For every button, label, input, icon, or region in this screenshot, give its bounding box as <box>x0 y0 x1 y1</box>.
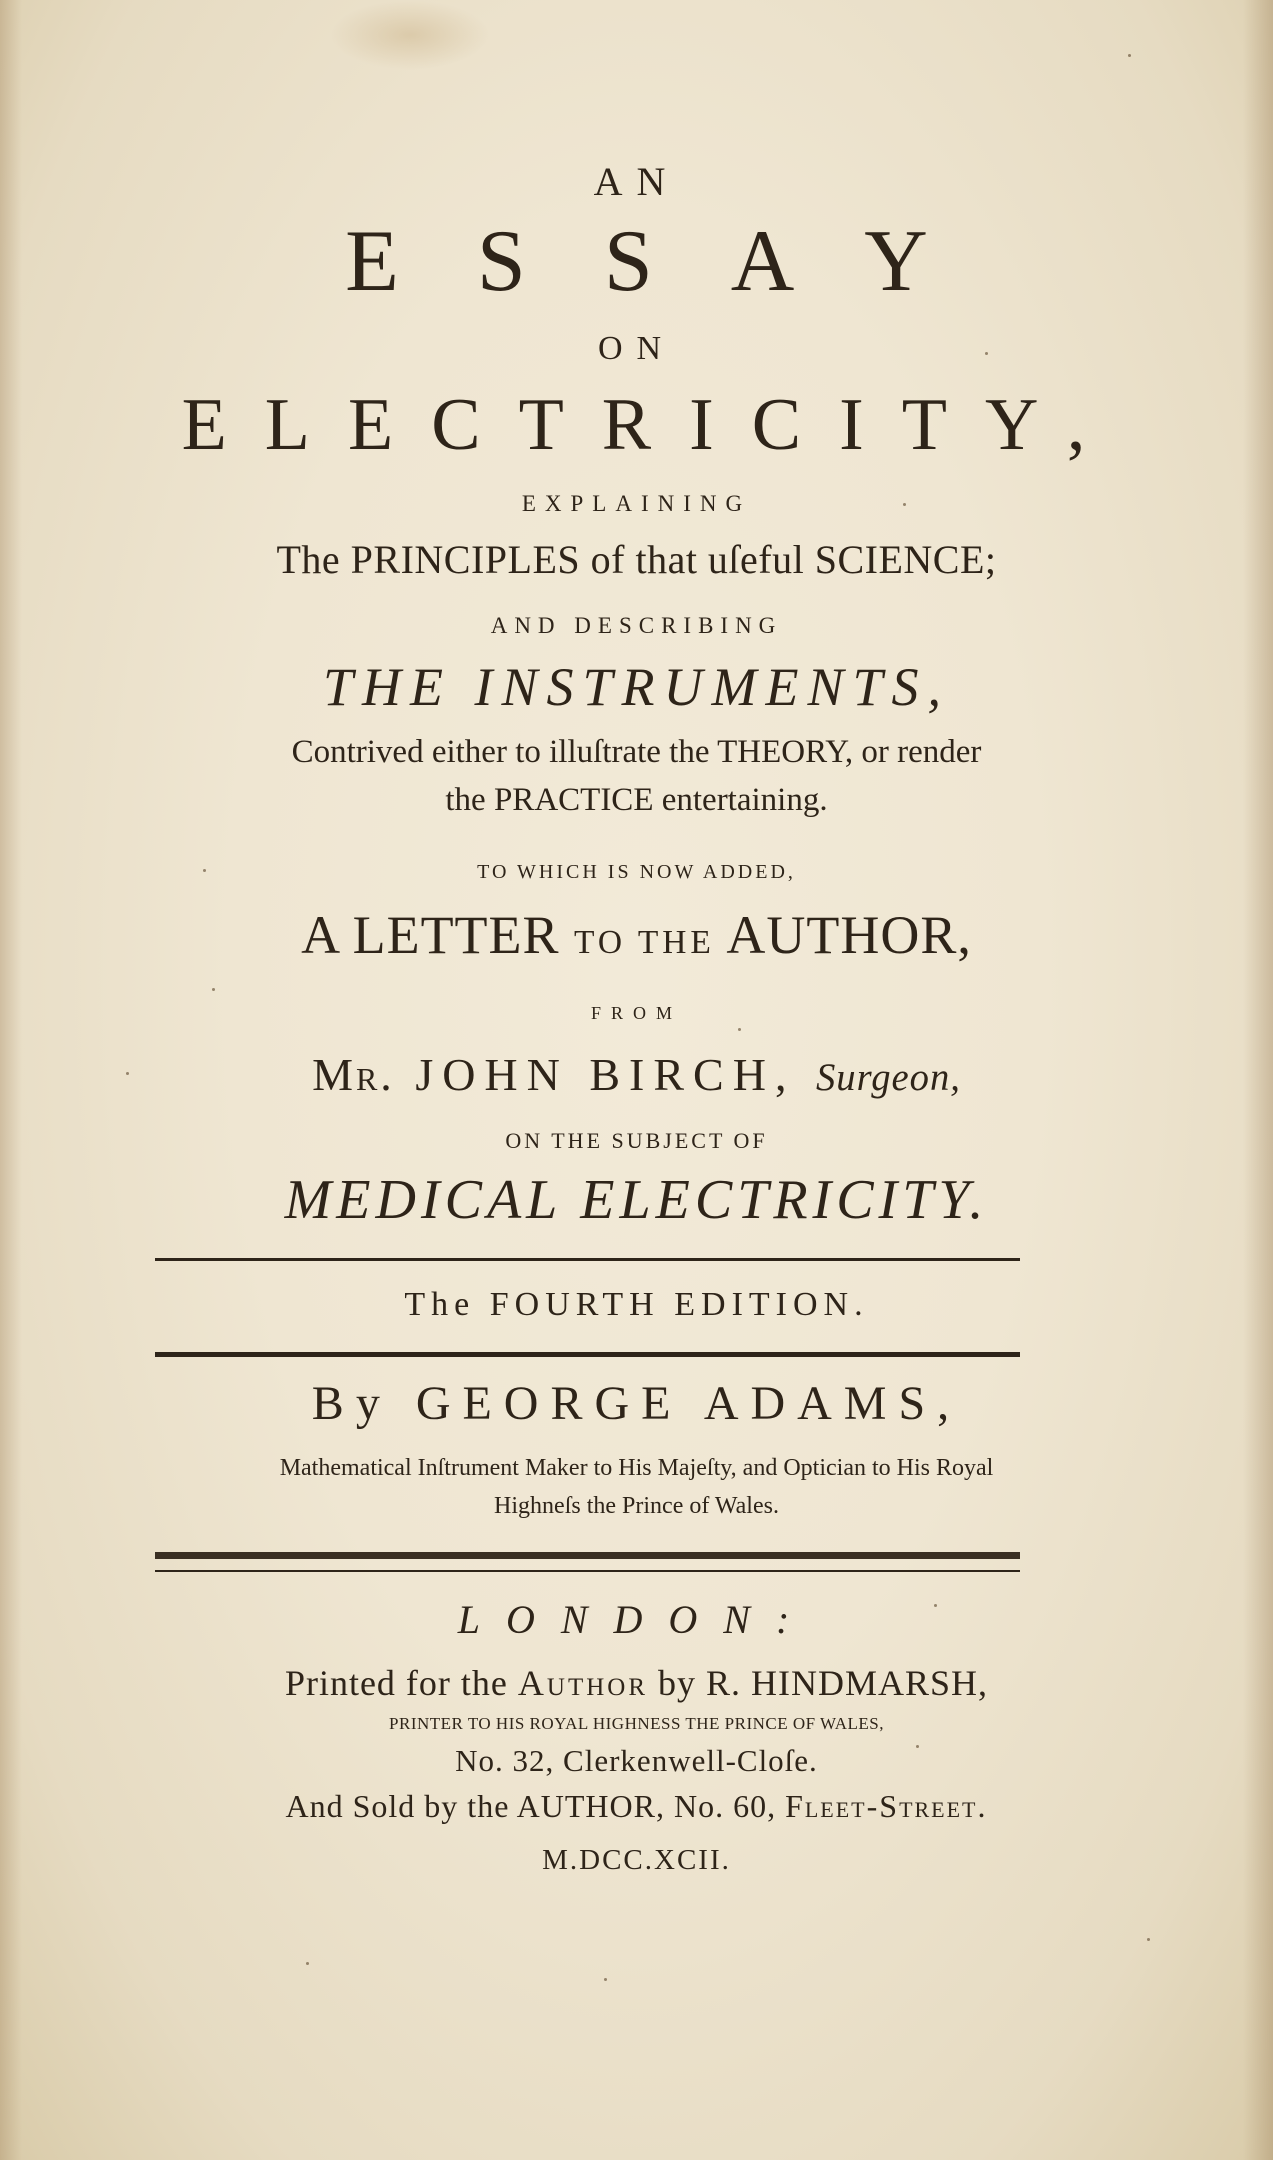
paper-speck <box>604 1978 607 1981</box>
divider-rule <box>155 1352 1020 1357</box>
letter-heading-part: TO THE <box>574 924 715 961</box>
imprint-seller <box>0 1790 1273 1822</box>
letter-heading-part: AUTHOR, <box>714 905 972 965</box>
subtitle-instruments: THE INSTRUMENTS, <box>322 657 951 717</box>
title-electricity: ELECTRICITY, <box>181 384 1124 466</box>
divider-rule <box>155 1258 1020 1261</box>
author-credentials-line-1: Mathematical Inſtrument Maker to His Majeſty, and Optician to His Royal <box>279 1455 994 1481</box>
divider-rule-thin <box>155 1570 1020 1572</box>
imprint-printer-part: Printed for the <box>284 1663 518 1703</box>
title-article: AN <box>593 159 680 204</box>
author-line: By GEORGE ADAMS, <box>311 1377 962 1430</box>
title-essay: ESSAY <box>345 213 1006 310</box>
imprint-printer <box>0 1665 1273 1701</box>
imprint-address: No. 32, Clerkenwell-Cloſe. <box>455 1743 818 1778</box>
imprint-printer-part: Author <box>517 1663 648 1703</box>
paper-speck <box>212 988 215 991</box>
writer-role: Surgeon, <box>815 1057 961 1099</box>
imprint-printer-title: PRINTER TO HIS ROYAL HIGHNESS THE PRINCE OF WALES, <box>389 1714 884 1733</box>
writer-name: JOHN BIRCH, <box>394 1049 816 1100</box>
letter-heading <box>0 905 1273 965</box>
subtitle-contrived-line-2: the PRACTICE entertaining. <box>445 782 828 818</box>
imprint-seller-part: And Sold by the AUTHOR, No. 60, <box>285 1788 786 1824</box>
subtitle-contrived-line-1: Contrived either to illuſtrate the THEORY, or render <box>291 734 982 770</box>
imprint-city: LONDON: <box>457 1597 816 1642</box>
subject-title: MEDICAL ELECTRICITY. <box>284 1169 989 1231</box>
subtitle-explaining: EXPLAINING <box>521 491 752 516</box>
imprint-printer-part: by R. HINDMARSH, <box>648 1663 989 1703</box>
subtitle-describing: AND DESCRIBING <box>490 613 783 638</box>
letter-writer <box>0 1049 1273 1100</box>
addition-note: TO WHICH IS NOW ADDED, <box>477 861 796 883</box>
imprint-seller-part: Fleet-Street. <box>785 1788 988 1824</box>
divider-rule-thick <box>155 1552 1020 1559</box>
author-credentials-line-2: Highneſs the Prince of Wales. <box>494 1493 779 1519</box>
paper-speck <box>306 1962 309 1965</box>
title-preposition: ON <box>597 330 676 367</box>
paper-stain <box>330 0 490 70</box>
letter-heading-part: A LETTER <box>301 905 575 965</box>
subject-label: ON THE SUBJECT OF <box>505 1128 768 1153</box>
imprint-date: M.DCC.XCII. <box>542 1844 731 1876</box>
paper-speck <box>1128 54 1131 57</box>
subtitle-principles: The PRINCIPLES of that uſeful SCIENCE; <box>276 537 997 582</box>
from-label: FROM <box>590 1003 683 1023</box>
edition-statement: The FOURTH EDITION. <box>404 1286 869 1323</box>
paper-speck <box>1147 1938 1150 1941</box>
writer-title: Mr. <box>312 1049 395 1100</box>
paper-speck <box>738 1028 741 1031</box>
